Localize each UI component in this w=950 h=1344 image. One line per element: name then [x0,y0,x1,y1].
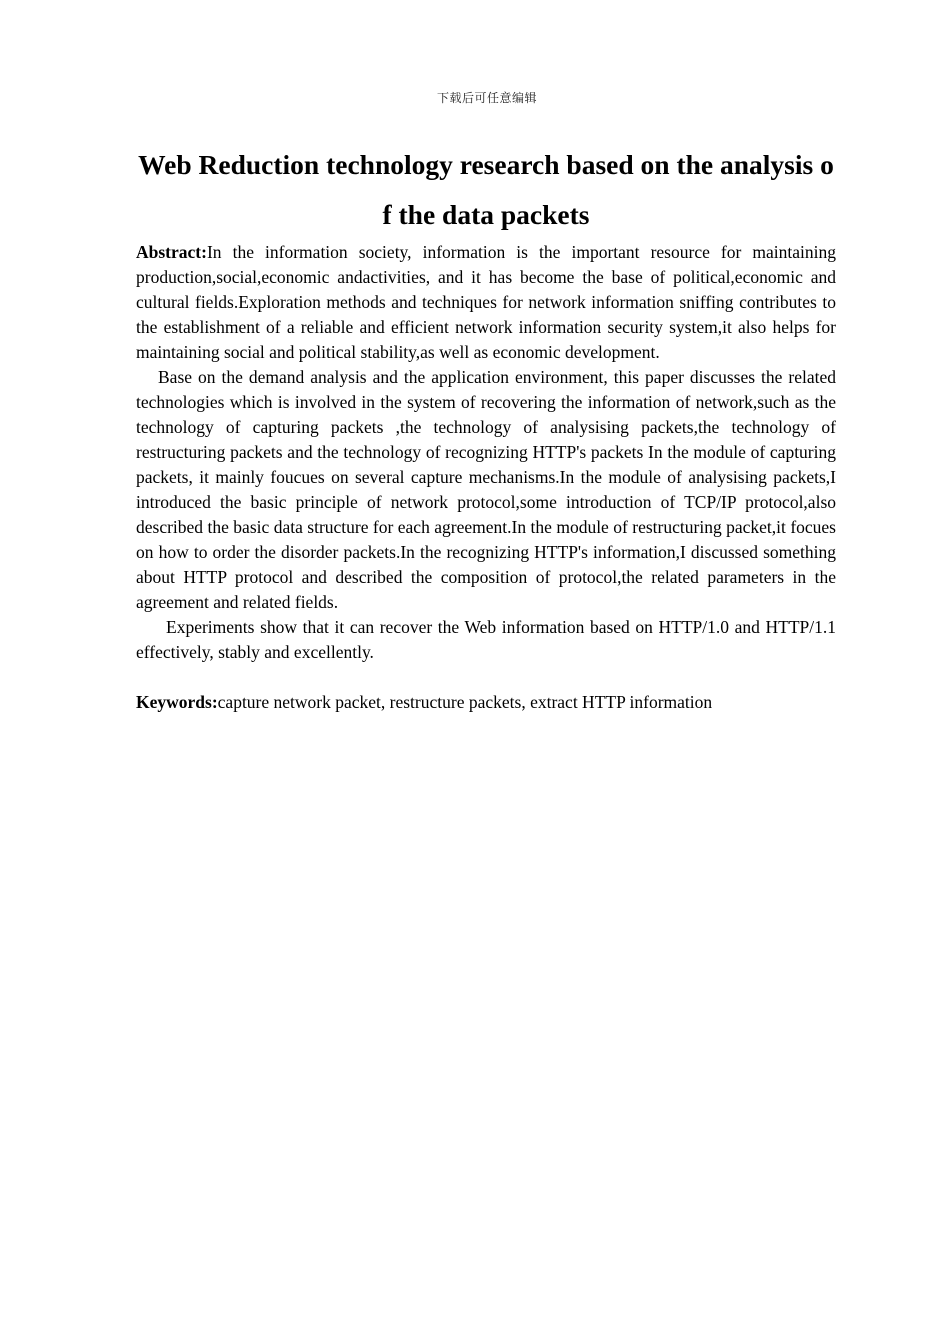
abstract-label: Abstract: [136,242,207,262]
abstract-paragraph-2: Base on the demand analysis and the application environment, this paper discusses the related technologies which is involved in the system of recovering the information of network,such as the technology of capturing packets ,the technology of analysising packets,the technology of restructuring packets and the technology of recognizing HTTP's packets In the module of capturing packets, it mainly foucues on several capture mechanisms.In the module of analysising packets,I introduced the basic principle of network protocol,some introduction of TCP/IP protocol,also described the basic data structure for each agreement.In the module of restructuring packet,it focues on how to order the disorder packets.In the recognizing HTTP's information,I discussed something about HTTP protocol and described the composition of protocol,the related parameters in the agreement and related fields. [136,367,836,612]
abstract-paragraph-1 [136,240,836,365]
keywords-label: Keywords: [136,692,218,712]
keywords-line [136,690,836,715]
paper-title: Web Reduction technology research based on the analysis of the data packets [138,149,834,230]
abstract-text-1: In the information society, information is the important resource for maintaining production,social,economic andactivities, and it has become the base of political,economic and cultural fields.Exploration methods and techniques for network information sniffing contributes to the establishment of a reliable and efficient network information security system,it also helps for maintaining social and political stability,as well as economic development. [136,242,836,362]
abstract-paragraph-3: Experiments show that it can recover the Web information based on HTTP/1.0 and HTTP/1.1 effectively, stably and excellently. [136,617,836,662]
keywords-text: capture network packet, restructure packets, extract HTTP information [217,692,713,712]
blank-line [136,665,836,690]
header-note: 下载后可任意编辑 [436,91,537,105]
paper-content [136,140,836,715]
